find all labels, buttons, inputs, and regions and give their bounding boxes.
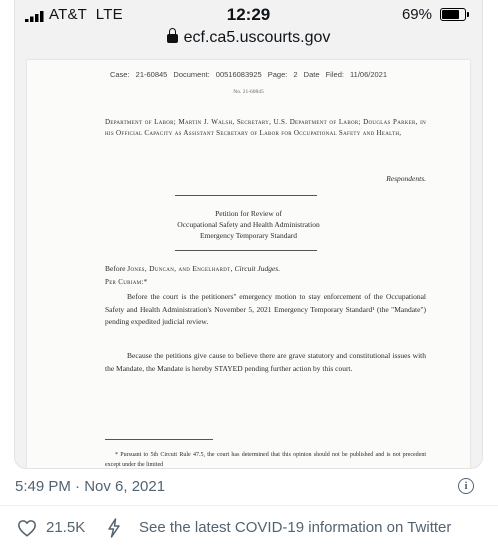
status-time: 12:29: [226, 5, 271, 24]
order-paragraph: Before the court is the petitioners'' emergency motion to stay enforcement of the Occupational Safety and Health Administration's November 5, 2021 Emergency Temporary Standard¹ (the "Mandate") pending expedited judicial review.: [105, 292, 426, 326]
carrier-label: AT&T LTE: [49, 6, 123, 23]
divider-rule: [175, 250, 317, 251]
document-header: Case: 21-60845 Document: 00516083925 Page: 2 Date Filed: 11/06/2021: [109, 70, 388, 79]
divider-rule: [175, 195, 317, 196]
petition-title: [27, 208, 470, 241]
per-curiam-label: Per Curiam:*: [105, 278, 148, 286]
case-number: No. 21-60845: [233, 89, 264, 95]
footnote-text: * Pursuant to 5th Circuit Rule 47.5, the court has determined that this opinion should not be published and is not precedent except under the limited: [105, 452, 426, 468]
petition-line: Occupational Safety and Health Administration: [177, 220, 320, 229]
panel-line: Before Jones, Duncan, and Engelhardt, Circuit Judges.: [105, 264, 281, 273]
battery-percent: 69%: [401, 6, 432, 23]
covid-info-link[interactable]: See the latest COVID-19 information on Twitter: [139, 519, 452, 536]
petition-line: Petition for Review of: [215, 209, 282, 218]
footnote-rule: [105, 439, 213, 440]
info-icon[interactable]: i: [458, 478, 474, 494]
order-paragraph: Because the petitions give cause to believe there are grave statutory and constitutional issues with the Mandate, the Mandate is hereby STAYED pending further action by this court.: [105, 351, 426, 373]
tweet-timestamp[interactable]: 5:49 PM · Nov 6, 2021: [15, 478, 166, 495]
tweet-image[interactable]: [14, 0, 483, 469]
tweet-actions: [0, 515, 498, 543]
respondents-label: Respondents.: [386, 174, 426, 183]
parties-text: Department of Labor; Martin J. Walsh, Secretary, U.S. Department of Labor; Douglas Parker, in his Official Capacity as Assistant Secretary of Labor for Occupational Safety and Health,: [105, 118, 426, 137]
lock-icon: [167, 34, 178, 43]
divider: [0, 505, 498, 506]
phone-status-bar: [15, 0, 482, 30]
heart-icon[interactable]: [17, 519, 37, 537]
url-bar: [15, 29, 482, 47]
lightning-icon: [107, 518, 121, 538]
url-text: ecf.ca5.uscourts.gov: [183, 29, 331, 46]
petition-line: Emergency Temporary Standard: [199, 231, 298, 240]
like-count[interactable]: 21.5K: [46, 519, 86, 536]
battery-icon: [440, 8, 466, 21]
court-document: [27, 60, 470, 468]
